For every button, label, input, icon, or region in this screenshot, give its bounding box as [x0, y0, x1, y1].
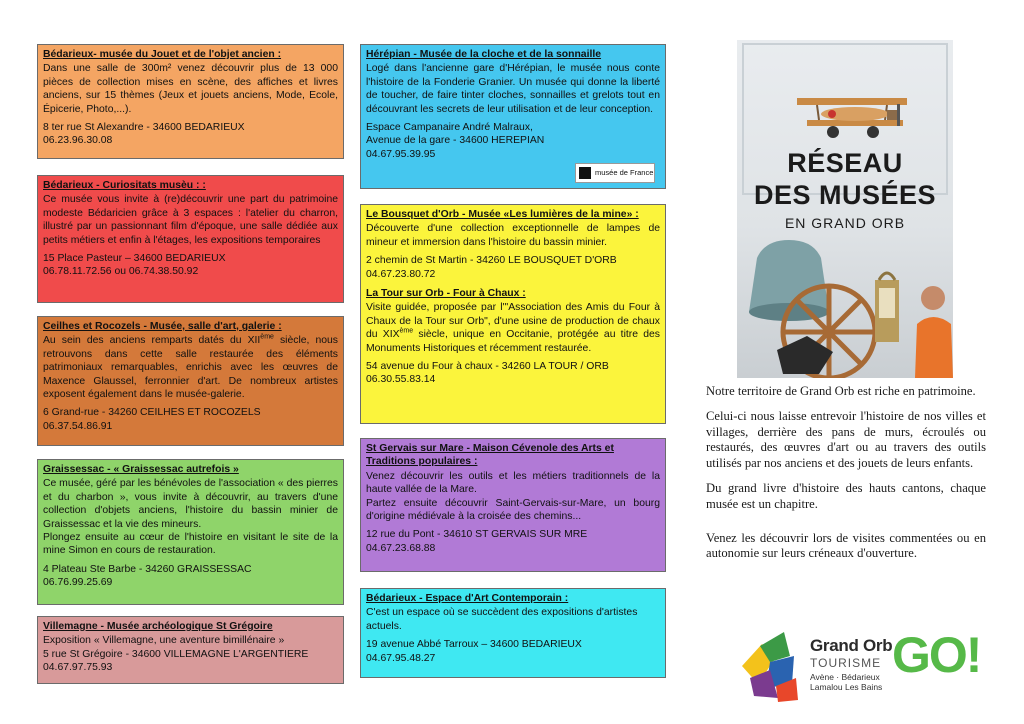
card-address: 8 ter rue St Alexandre - 34600 BEDARIEUX	[43, 122, 245, 134]
logo-name: Grand Orb	[810, 636, 893, 655]
card-address: 6 Grand-rue - 34260 CEILHES ET ROCOZELS	[43, 407, 261, 419]
card-phone: 06.37.54.86.91	[43, 420, 113, 432]
intro-paragraph-1: Notre territoire de Grand Orb est riche en patrimoine.	[706, 384, 976, 398]
card-title-2: La Tour sur Orb - Four à Chaux :	[366, 288, 526, 300]
card-description: C'est un espace où se succèdent des expositions d'artistes actuels.	[366, 607, 638, 632]
museum-card-curiositats	[37, 175, 344, 303]
poster-image	[737, 40, 953, 378]
biplane-icon	[797, 98, 907, 138]
card-phone: 06.78.11.72.56 ou 06.74.38.50.92	[43, 266, 199, 278]
card-description: Ce musée vous invite à (re)découvrir une part du patrimoine modeste Bédaricien grâce à 3 espaces : l'atelier du charron, illustré par un passionnant film d'époque, une salle dédiée aux petits métiers et enfin à l'étages, les expositions temporaires	[43, 194, 338, 246]
museum-card-graissessac	[37, 459, 344, 605]
card-title: St Gervais sur Mare - Maison Cévenole des Arts et Traditions populaires :	[366, 443, 614, 468]
museum-card-ceilhes	[37, 316, 344, 446]
musee-de-france-badge: musée de France	[575, 163, 655, 183]
card-phone: 04.67.23.68.88	[366, 542, 436, 554]
card-address: 4 Plateau Ste Barbe - 34260 GRAISSESSAC	[43, 563, 252, 575]
poster-subtitle: EN GRAND ORB	[784, 215, 906, 231]
card-title: Le Bousquet d'Orb - Musée «Les lumières de la mine» :	[366, 209, 639, 220]
poster-title-line-2: DES MUSÉES	[753, 180, 937, 210]
card-title: Bédarieux- musée du Jouet et de l'objet ancien :	[43, 49, 282, 60]
card-phone: 04.67.23.80.72	[366, 268, 436, 280]
miner-lamp-icon	[875, 273, 899, 342]
card-description-2: Plongez ensuite au cœur de l'histoire en visitant le site de la mine Simon en cours de restauration.	[43, 532, 338, 557]
logo-places-2: Lamalou Les Bains	[810, 682, 883, 692]
intro-paragraph-3: Du grand livre d'histoire des hauts cantons, chaque musée est un chapitre.	[706, 480, 986, 511]
museum-card-jouet	[37, 44, 344, 159]
card-phone: 04.67.97.75.93	[43, 662, 113, 674]
card-phone: 06.76.99.25.69	[43, 577, 113, 589]
card-address: 19 avenue Abbé Tarroux – 34600 BEDARIEUX	[366, 639, 582, 651]
museum-card-bousquet-tour	[360, 204, 666, 424]
card-description: Ce musée, géré par les bénévoles de l'association « des pierres et du charbon », vous invite à découvrir, au travers d'une collection d'objets anciens, l'histoire du bassin minier de Graissessac et la vie des mineurs.	[43, 478, 338, 530]
card-address: 5 rue St Grégoire - 34600 VILLEMAGNE L'ARGENTIERE	[43, 648, 309, 660]
museum-card-art-contemporain	[360, 588, 666, 678]
card-description: Exposition « Villemagne, une aventure bimillénaire »	[43, 635, 285, 647]
poster-title-line-1: RÉSEAU	[787, 148, 903, 178]
card-address: 2 chemin de St Martin - 34260 LE BOUSQUET D'ORB	[366, 255, 617, 267]
musee-de-france-icon	[579, 167, 591, 179]
card-description: Au sein des anciens remparts datés du XIIème siècle, nous retrouvons dans cette salle restaurée des éléments patrimoniaux remarquables, enrichis avec les œuvres de Maxence Glaussel, ferronnier d'art. De nombreux artistes exposent également dans le musée-galerie.	[43, 333, 338, 401]
card-description: Logé dans l'ancienne gare d'Hérépian, le musée nous conte l'histoire de la Fonderie Granier. Un musée qui donne la liberté de toucher, de faire tinter cloches, sonnailles et grelots tout en découvrant les secrets de leur utilisation et de leur conception.	[366, 63, 660, 115]
card-phone: 04.67.95.48.27	[366, 652, 436, 664]
card-title: Bédarieux - Espace d'Art Contemporain :	[366, 593, 569, 604]
logo-tourisme: TOURISME	[810, 656, 882, 670]
card-address: 15 Place Pasteur – 34600 BEDARIEUX	[43, 253, 226, 265]
card-description-2: Partez ensuite découvrir Saint-Gervais-sur-Mare, un bourg d'origine médiévale à la croisée des chemins...	[366, 497, 660, 523]
intro-text	[706, 384, 986, 571]
card-phone: 04.67.95.39.95	[366, 148, 436, 160]
intro-paragraph-4: Venez les découvrir lors de visites commentées ou en autonomie sur leurs créneaux d'ouverture.	[706, 530, 986, 561]
grand-orb-tourisme-logo	[740, 626, 981, 706]
card-phone-2: 06.30.55.83.14	[366, 374, 436, 386]
card-description-2: Visite guidée, proposée par l'"Association des Amis du Four à Chaux de la Tour sur Orb", d'une usine de production de chaux du XIXème siècle, unique en Occitanie, protégée au titre des Monuments Historiques et récemment restaurée.	[366, 302, 660, 354]
card-title: Bédarieux - Curiositats musèu : :	[43, 180, 206, 191]
logo-go: GO!	[892, 627, 981, 683]
intro-paragraph-2: Celui-ci nous laisse entrevoir l'histoire de nos villes et villages, derrière des pans de murs, écroulés ou restaurés, des œuvres d'art ou au travers des outils utilisés par nos anciens et des jouets de leurs enfants.	[706, 408, 986, 471]
card-description: Découverte d'une collection exceptionnelle de lampes de mineur et immersion dans l'histoire du bassin minier.	[366, 223, 660, 248]
card-title: Ceilhes et Rocozels - Musée, salle d'art, galerie :	[43, 321, 282, 332]
card-title: Hérépian - Musée de la cloche et de la sonnaille	[366, 49, 602, 60]
logo-places-1: Avène · Bédarieux	[810, 672, 880, 682]
card-address: Espace Campanaire André Malraux, Avenue de la gare - 34600 HEREPIAN	[366, 122, 545, 147]
card-phone: 06.23.96.30.08	[43, 135, 113, 147]
museum-card-villemagne	[37, 616, 344, 684]
card-address: 12 rue du Pont - 34610 ST GERVAIS SUR MRE	[366, 529, 588, 541]
card-address-2: 54 avenue du Four à chaux - 34260 LA TOUR / ORB	[366, 361, 609, 373]
card-title: Graissessac - « Graissessac autrefois »	[43, 464, 239, 475]
card-title: Villemagne - Musée archéologique St Grégoire	[43, 621, 273, 632]
visitor-figure	[915, 286, 953, 378]
card-description: Venez découvrir les outils et les métiers traditionnels de la haute vallée de la Mare.	[366, 470, 660, 496]
card-description: Dans une salle de 300m² venez découvrir plus de 13 000 pièces de collection mises en scène, des affiches et livres anciens, sur 15 thèmes (Jeux et jouets anciens, Mode, Ecole, Épicerie, Photo,...).	[43, 63, 338, 115]
museum-card-stgervais	[360, 438, 666, 572]
